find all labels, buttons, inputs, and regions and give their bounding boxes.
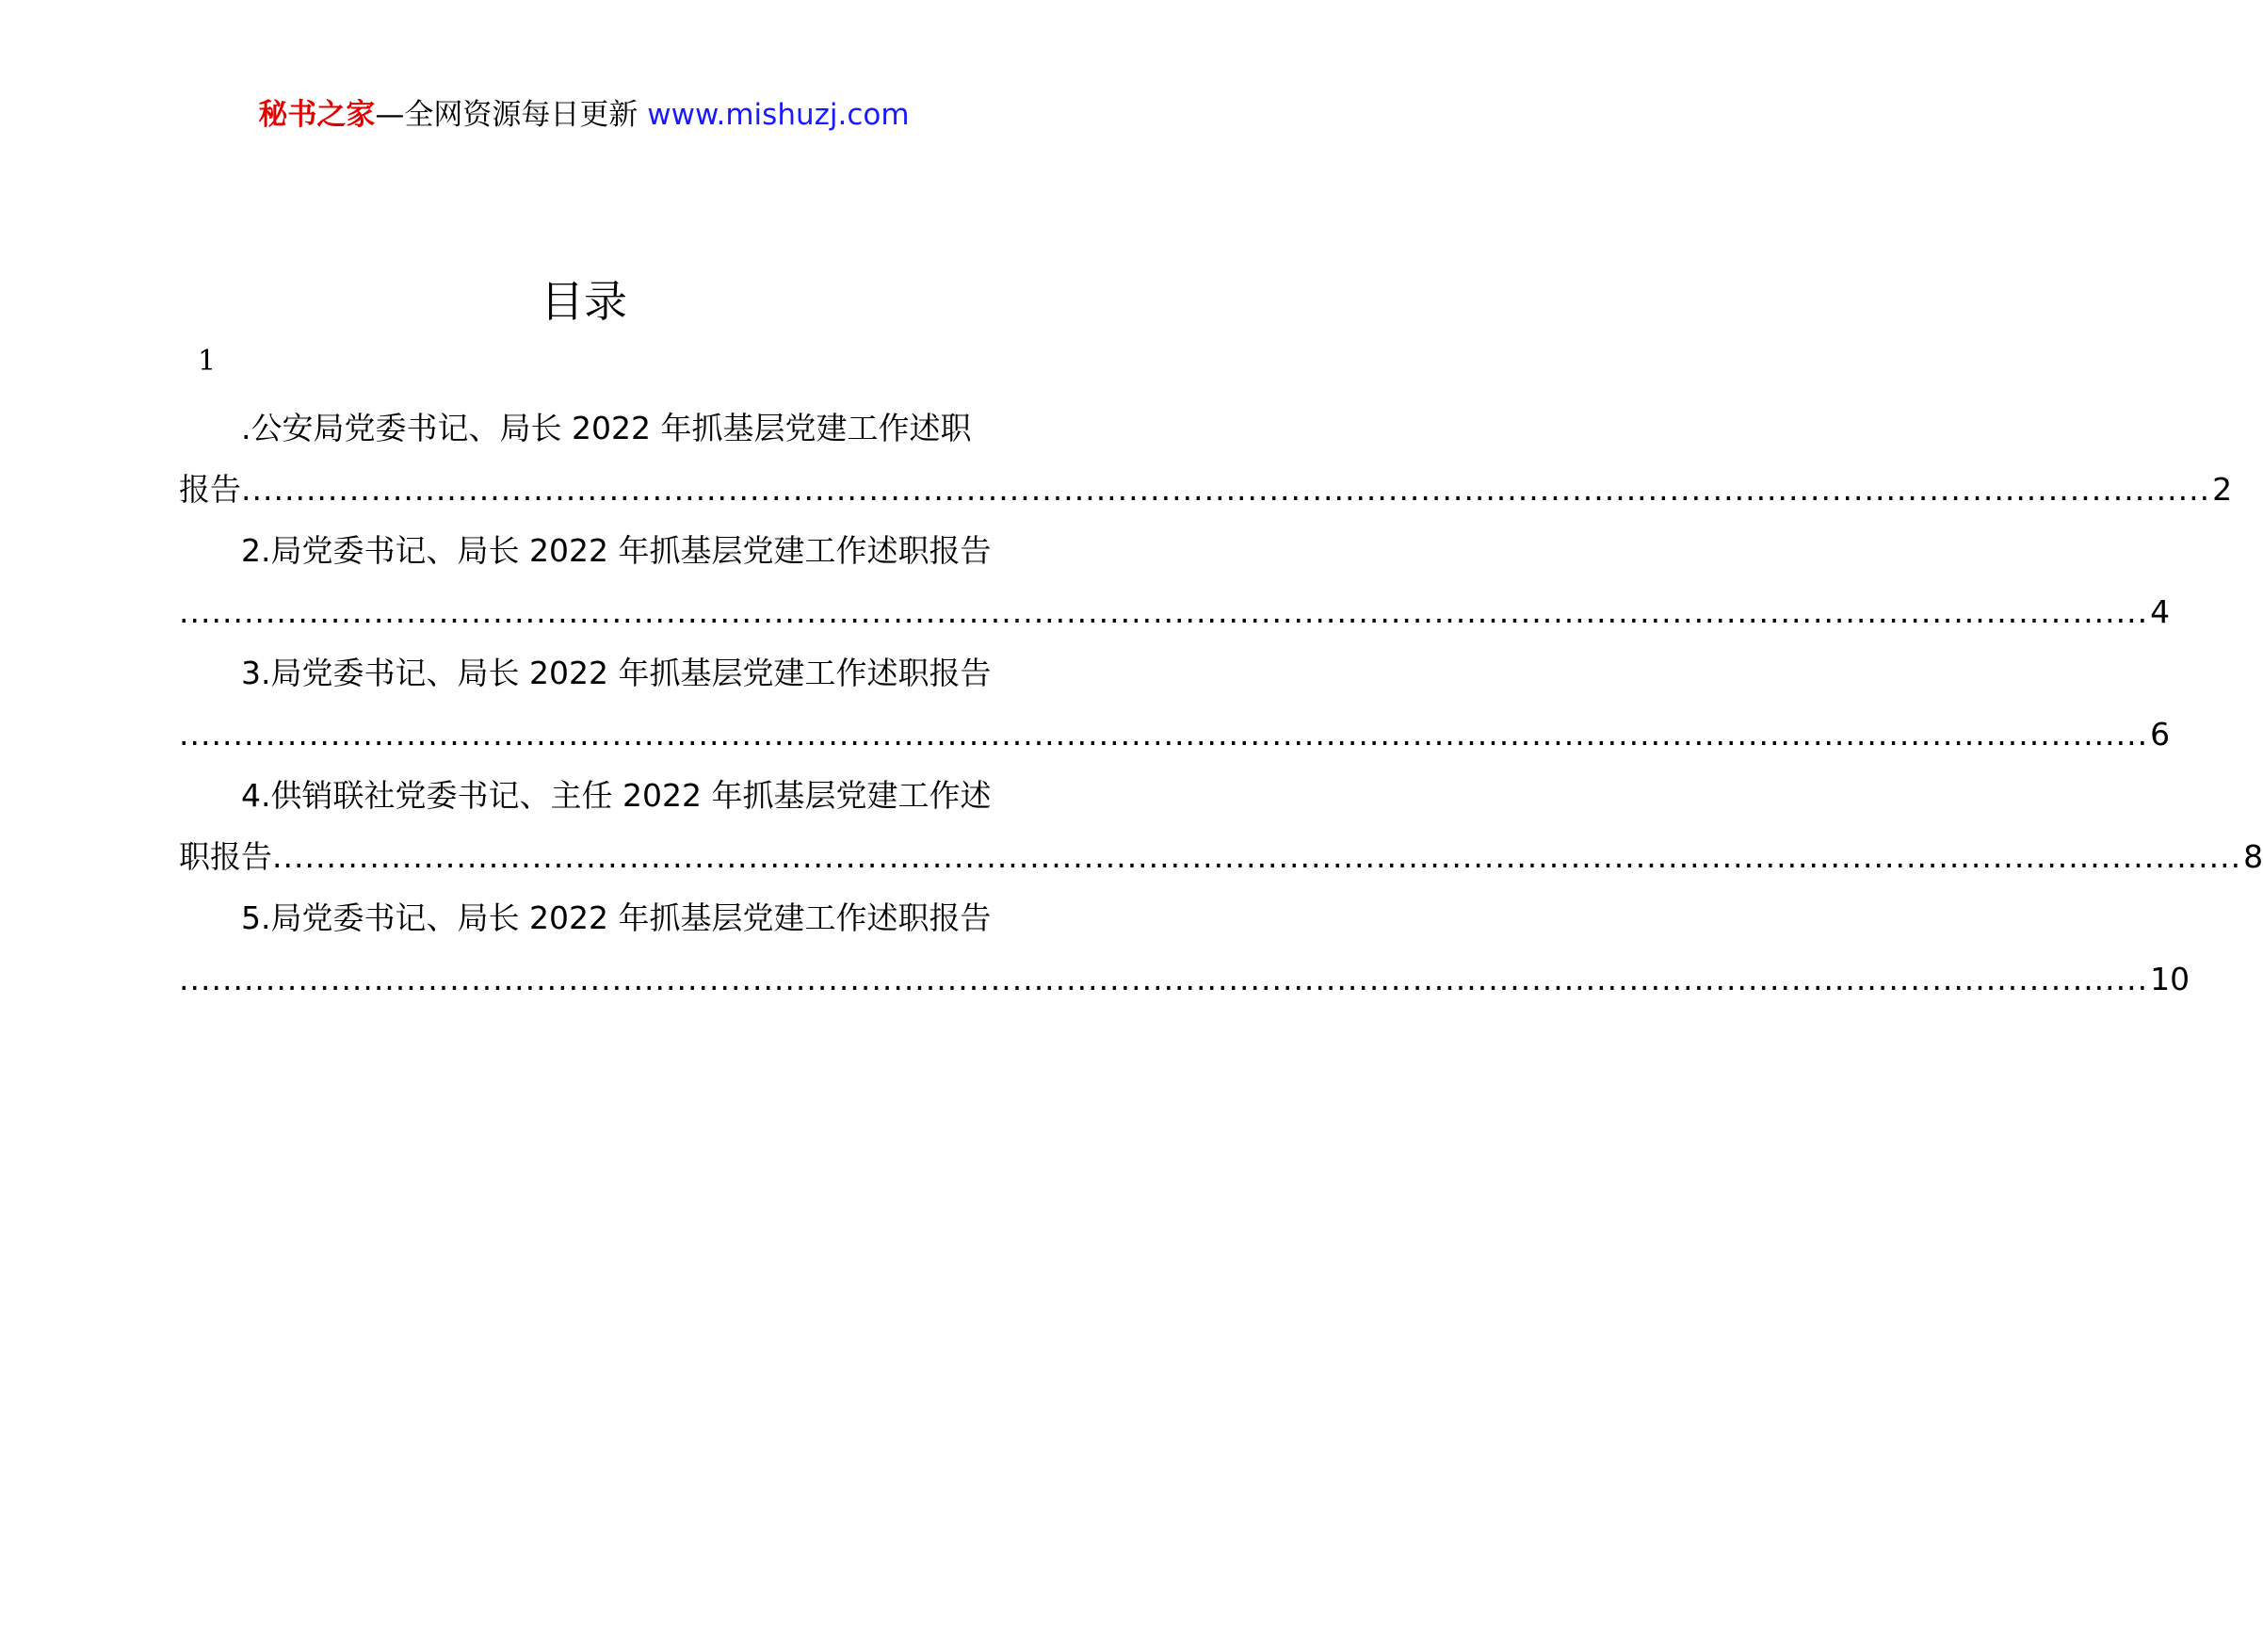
- toc-entry-title: 5.局党委书记、局长 2022 年抓基层党建工作述职报告: [241, 899, 992, 936]
- toc-entry-title: .公安局党委书记、局长 2022 年抓基层党建工作述职: [241, 410, 972, 446]
- footnote-mark: 1: [198, 345, 217, 378]
- toc-entry-2[interactable]: [179, 520, 2171, 642]
- toc-entry-title-tail: 报告: [179, 471, 241, 508]
- toc-entry-title: 2.局党委书记、局长 2022 年抓基层党建工作述职报告: [241, 532, 992, 569]
- toc-entry-5[interactable]: [179, 887, 2190, 1010]
- header-slogan: —全网资源每日更新: [375, 98, 648, 132]
- site-header: [0, 96, 1168, 134]
- toc-entry-leader-line: [179, 826, 2263, 887]
- toc-entry-title-tail: 职报告: [179, 838, 272, 875]
- toc-entry-title: 4.供销联社党委书记、主任 2022 年抓基层党建工作述: [241, 777, 992, 814]
- toc-entry-leader-line: [179, 459, 2233, 520]
- toc-entry-title: 3.局党委书记、局长 2022 年抓基层党建工作述职报告: [241, 655, 992, 691]
- dot-leader: ......................................................................................................................................................................................: [179, 716, 2149, 753]
- toc-entry-page-number: 10: [2150, 961, 2190, 997]
- toc-entry-page-number: 6: [2150, 716, 2171, 753]
- toc-entry-leader-line: [179, 948, 2190, 1010]
- toc-entry-page-number: 2: [2212, 471, 2233, 508]
- dot-leader: ......................................................................................................................................................................................: [241, 471, 2211, 508]
- toc-entry-leader-line: [179, 704, 2171, 765]
- toc-entry-page-number: 8: [2243, 838, 2263, 875]
- toc-entry-1[interactable]: [179, 397, 2233, 520]
- dot-leader: ......................................................................................................................................................................................: [179, 593, 2149, 630]
- site-url-link[interactable]: www.mishuzj.com: [647, 98, 910, 132]
- toc-entry-4[interactable]: [179, 765, 2263, 887]
- page-title: 目录: [541, 276, 627, 327]
- table-of-contents: [179, 397, 2263, 1010]
- dot-leader: ......................................................................................................................................................................................: [272, 838, 2242, 875]
- toc-entry-page-number: 4: [2150, 593, 2171, 630]
- toc-entry-leader-line: [179, 581, 2171, 642]
- brand-name: 秘书之家: [258, 98, 376, 132]
- dot-leader: ......................................................................................................................................................................................: [179, 961, 2149, 997]
- toc-entry-3[interactable]: [179, 642, 2171, 765]
